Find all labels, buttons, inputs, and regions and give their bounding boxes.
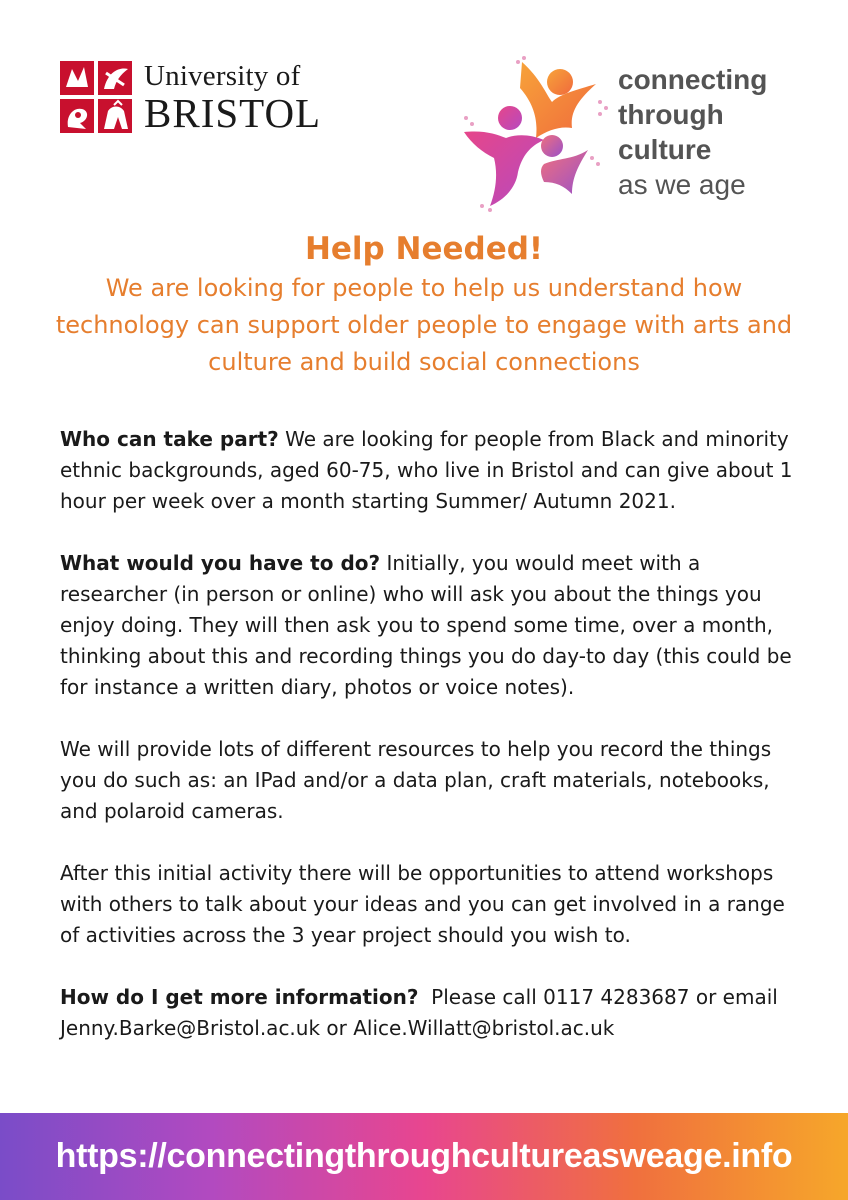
section-text: Initially, you would meet with a researcher (in person or online) who will ask you about the things you enjoy doing. They will then ask you to spend some time, over a month, thinking about this and recording things you do day-to day (this could be for instance a written diary, photos or voice notes). [60,551,792,699]
dancing-figures-icon [460,54,610,212]
page-subtitle: We are looking for people to help us understand how technology can support older people to engage with arts and culture and build social connections [55,274,793,376]
website-url-link[interactable]: https://connectingthroughcultureasweage.info [55,1137,793,1175]
section-resources [60,734,800,827]
section-text: Please call 0117 4283687 or email Jenny.Barke@Bristol.ac.uk or Alice.Willatt@bristol.ac.uk [60,985,785,1040]
section-who-can-take-part [60,424,800,517]
page-title: Help Needed! [304,231,544,267]
body-copy [60,424,800,1075]
bristol-label: BRISTOL [144,90,322,136]
university-of-label: University of [144,60,301,92]
university-of-bristol-logo [58,56,328,138]
section-heading: What would you have to do? [60,551,381,575]
section-what-to-do [60,548,800,703]
ctc-as-we-age-label: as we age [618,169,746,200]
section-text: We will provide lots of different resources to help you record the things you do such as: an IPad and/or a data plan, craft materials, notebooks, and polaroid cameras. [60,737,772,823]
section-text: We are looking for people from Black and minority ethnic backgrounds, aged 60-75, who live in Bristol and can give about 1 hour per week over a month starting Summer/ Autumn 2021. [60,427,793,513]
section-heading: How do I get more information? [60,985,419,1009]
ctc-through-label: through [618,99,724,130]
section-text: After this initial activity there will be opportunities to attend workshops with others to talk about your ideas and you can get involved in a range of activities across the 3 year project should you wish to. [60,861,785,947]
section-heading: Who can take part? [60,427,279,451]
bristol-crest-icon [58,59,134,135]
ctc-connecting-label: connecting [618,64,768,95]
footer-banner [0,1113,848,1200]
ctc-culture-label: culture [618,134,712,165]
section-more-information [60,982,800,1044]
headline-block [40,228,808,381]
connecting-through-culture-logo [460,54,790,214]
section-workshops [60,858,800,951]
